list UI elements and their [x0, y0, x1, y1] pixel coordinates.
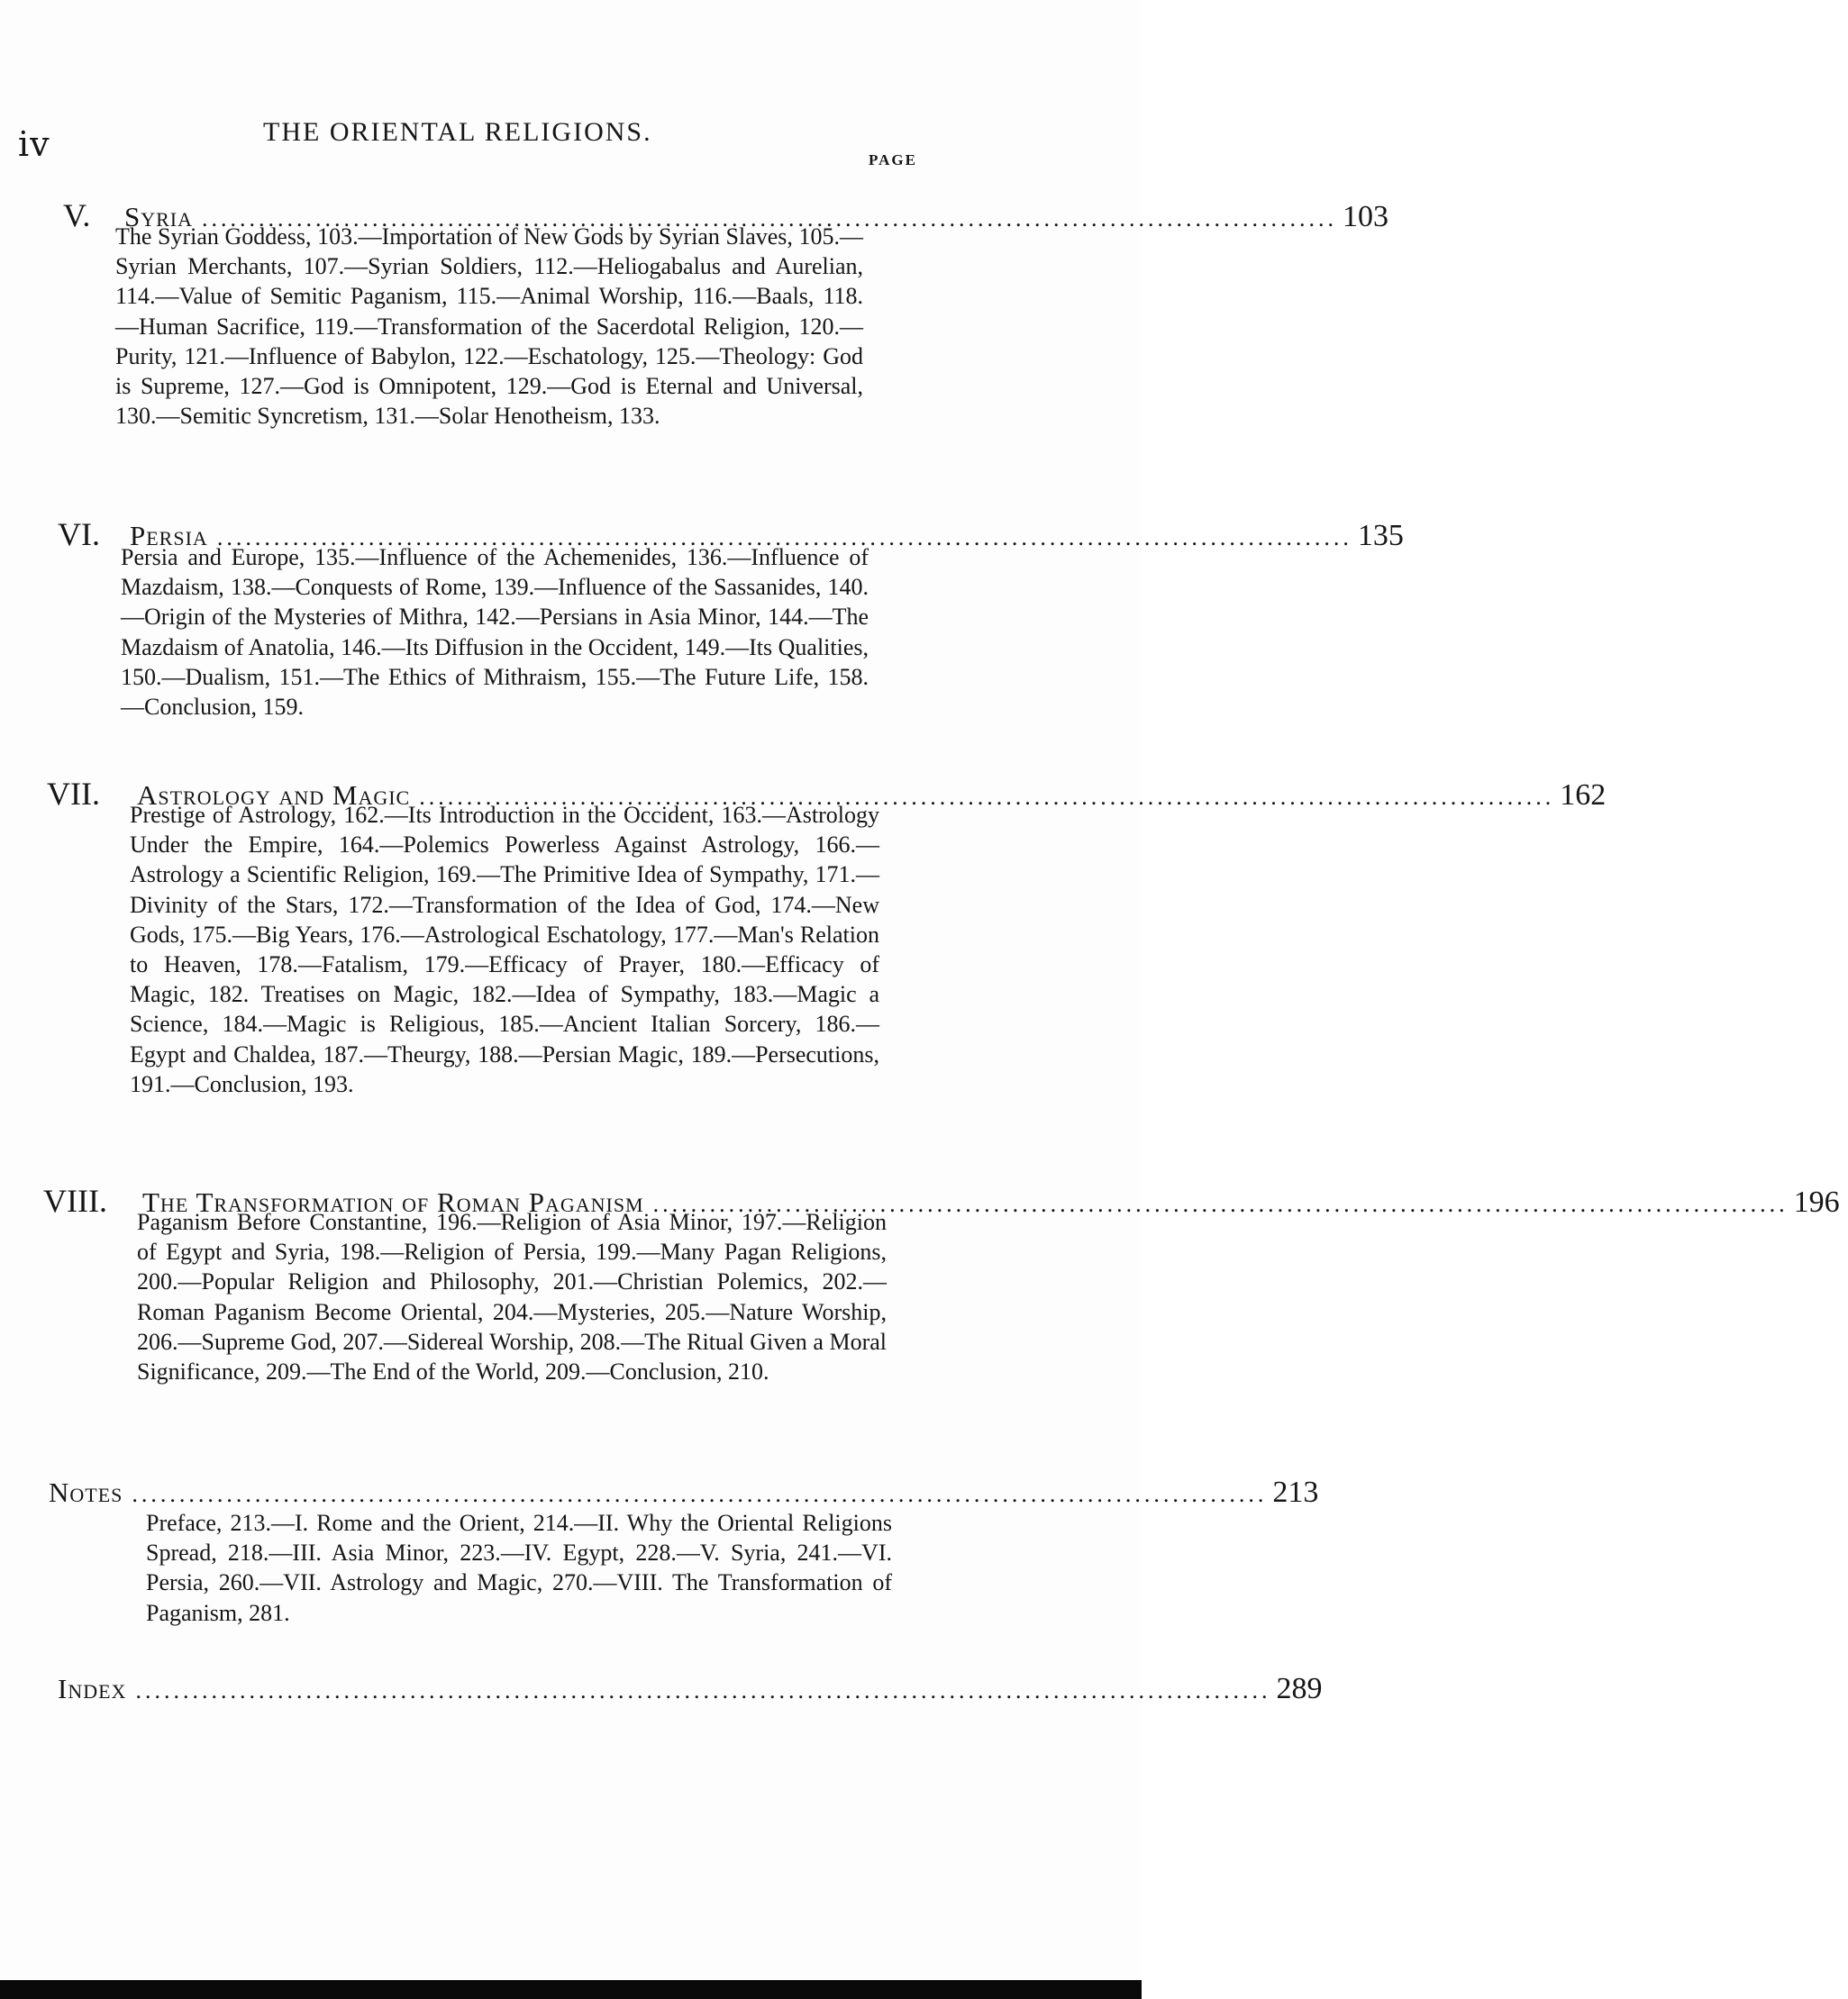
dot-leader: ........................................................................................................................ [419, 784, 1555, 810]
page-folio: iv [18, 124, 50, 164]
entry-title: Syria [124, 201, 194, 232]
entry-title: The Transformation of Roman Paganism [142, 1186, 644, 1218]
entry-numeral: V. [63, 197, 91, 233]
entry-contents: Prestige of Astrology, 162.—Its Introduction in the Occident, 163.—Astrology Under the Empire, 164.—Polemics Powerless Against Astrology, 166.—Astrology a Scientific Religion, 169.—The Primitive Idea of Sympathy, 171.—Divinity of the Stars, 172.—Transformation of the Idea of God, 174.—New Gods, 175.—Big Years, 176.—Astrological Eschatology, 177.—Man's Relation to Heaven, 178.—Fatalism, 179.—Efficacy of Prayer, 180.—Efficacy of Magic, 182. Treatises on Magic, 182.—Idea of Sympathy, 183.—Magic a Science, 184.—Magic is Religious, 185.—Ancient Italian Sorcery, 186.—Egypt and Chaldea, 187.—Theurgy, 188.—Persian Magic, 189.—Persecutions, 191.—Conclusion, 193. [130, 802, 879, 1097]
entry-title: Notes [49, 1477, 123, 1508]
scan-bottom-edge [0, 1980, 1142, 1999]
page-column-label: PAGE [869, 151, 917, 168]
entry-numeral: VIII. [43, 1183, 107, 1219]
entry-page-number: 162 [1560, 778, 1607, 812]
dot-leader: ........................................................................................................................ [216, 524, 1352, 550]
entry-page-number: 103 [1343, 200, 1389, 233]
entry-contents: Persia and Europe, 135.—Influence of the Achemenides, 136.—Influence of Mazdaism, 138.—Conquests of Rome, 139.—Influence of the Sassanides, 140.—Origin of the Mysteries of Mithra, 142.—Persians in Asia Minor, 144.—The Mazdaism of Anatolia, 146.—Its Diffusion in the Occident, 149.—Its Qualities, 150.—Dualism, 151.—The Ethics of Mithraism, 155.—The Future Life, 158.—Conclusion, 159. [121, 544, 869, 721]
dot-leader: ........................................................................................................................ [132, 1481, 1268, 1507]
dot-leader: ........................................................................................................................ [202, 205, 1338, 232]
entry-title: Astrology and Magic [137, 779, 411, 811]
dot-leader: ........................................................................................................................ [135, 1677, 1271, 1704]
entry-contents: Paganism Before Constantine, 196.—Religion of Asia Minor, 197.—Religion of Egypt and Syria, 198.—Religion of Persia, 199.—Many Pagan Religions, 200.—Popular Religion and Philosophy, 201.—Christian Polemics, 202.—Roman Paganism Become Oriental, 204.—Mysteries, 205.—Nature Worship, 206.—Supreme God, 207.—Sidereal Worship, 208.—The Ritual Given a Moral Significance, 209.—The End of the World, 209.—Conclusion, 210. [137, 1209, 887, 1386]
entry-contents: Preface, 213.—I. Rome and the Orient, 214.—II. Why the Oriental Religions Spread, 218.—III. Asia Minor, 223.—IV. Egypt, 228.—V. Syria, 241.—VI. Persia, 260.—VII. Astrology and Magic, 270.—VIII. The Transformation of Paganism, 281. [146, 1510, 892, 1626]
entry-page-number: 135 [1357, 519, 1404, 552]
dot-leader: ........................................................................................................................ [652, 1191, 1789, 1217]
entry-title: Index [58, 1673, 127, 1704]
entry-contents: The Syrian Goddess, 103.—Importation of New Gods by Syrian Slaves, 105.—Syrian Merchants, 107.—Syrian Soldiers, 112.—Heliogabalus and Aurelian, 114.—Value of Semitic Paganism, 115.—Animal Worship, 116.—Baals, 118.—Human Sacrifice, 119.—Transformation of the Sacerdotal Religion, 120.—Purity, 121.—Influence of Babylon, 122.—Eschatology, 125.—Theology: God is Supreme, 127.—God is Omnipotent, 129.—God is Eternal and Universal, 130.—Semitic Syncretism, 131.—Solar Henotheism, 133. [115, 223, 863, 430]
entry-page-number: 289 [1276, 1672, 1323, 1705]
entry-heading [50, 1672, 1323, 1706]
entry-numeral: VI. [58, 516, 100, 552]
entry-page-number: 213 [1272, 1476, 1319, 1509]
entry-numeral: VII. [47, 776, 100, 812]
entry-title: Persia [130, 520, 208, 551]
entry-heading [41, 1476, 1319, 1510]
entry-page-number: 196 [1793, 1186, 1840, 1219]
running-head: THE ORIENTAL RELIGIONS. [263, 117, 652, 147]
